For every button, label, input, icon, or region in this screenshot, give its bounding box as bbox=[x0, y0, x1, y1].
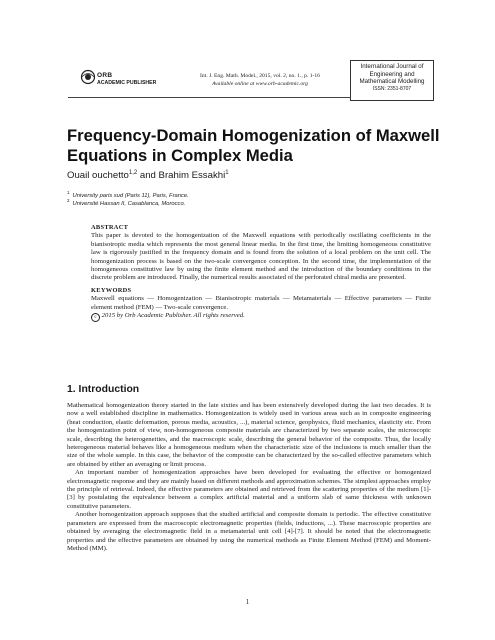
abstract-heading: ABSTRACT bbox=[91, 224, 129, 231]
header-divider bbox=[68, 97, 350, 98]
paper-title: Frequency-Domain Homogenization of Maxwell Equations in Complex Media bbox=[67, 126, 440, 165]
affiliation-text: University paris sud (Paris 11), Paris, France. bbox=[72, 192, 189, 199]
copyright-notice bbox=[91, 312, 431, 322]
journal-line-2: Engineering and bbox=[369, 70, 415, 78]
author-joiner: and Brahim Essakhi bbox=[137, 170, 226, 182]
author-2-affil: 1 bbox=[225, 170, 229, 176]
affiliation-number: 1 bbox=[67, 190, 70, 195]
author-list bbox=[67, 170, 229, 181]
paragraph: Mathematical homogenization theory started in the late sixties and has been extensively developed during the last two decades. It is now a well established discipline in mathematics. Homogenization is widely used in various areas such as in composite engineering (heat conduction, elastic deformation, porous media, acoustics, ...), material science, geophysics, fluid mechanics, elasticity etc. From the homogenization point of view, non-homogeneous composite materials are characterized by two separate scales, the microscopic scale, describing the heterogeneities, and the macroscopic scale, describing the general behavior of the composite. Thus, the locally heterogeneous material behaves like a homogeneous medium when the characteristic size of the inclusions is much smaller than the size of the whole sample. In this case, the behavior of the composite can be characterized by the so-called effective parameters which are obtained by either an averaging or limit process. bbox=[67, 402, 431, 468]
page-number: 1 bbox=[245, 598, 250, 606]
publisher-logo bbox=[80, 68, 166, 92]
author-1: Ouail ouchetto bbox=[67, 170, 129, 182]
affiliation-2 bbox=[67, 198, 185, 207]
paragraph: An important number of homogenization approaches have been developed for evaluating the effective or homogenized electromagnetic response and they are mainly based on different methods and approximation schemes. The simplest approaches employ the principle of retrieval. Indeed, the effective parameters are obtained and retrieved from the scattering properties of the medium [1]-[3] by postulating the equivalence between a complex artificial material and a uniform slab of same thickness with unknown constitutive parameters. bbox=[67, 469, 431, 510]
journal-line-1: International Journal of bbox=[360, 63, 424, 70]
citation-block bbox=[180, 72, 340, 88]
orb-logo-icon bbox=[80, 68, 96, 86]
keywords-heading: KEYWORDS bbox=[91, 286, 132, 294]
keywords-text: Maxwell equations — Homogenization — Bianisotropic materials — Metamaterials — Effective parameters — Finite element method (FEM) — Two-scale convergence. bbox=[91, 295, 431, 311]
affiliation-text: Université Hassan II, Casablanca, Morocco. bbox=[72, 200, 186, 207]
abstract-block bbox=[91, 224, 431, 322]
issn: ISSN: 2351-8707 bbox=[372, 85, 412, 92]
paragraph: Another homogenization approach supposes that the studied artificial and composite domain is periodic. The effective constitutive parameters are expressed from the macroscopic electromagnetic properties (fields, inductions, ...). These macroscopic properties are obtained by averaging the electromagnetic field in a metamaterial unit cell [4]-[7]. It should be noted that the electromagnetic properties and the effective parameters are obtained by using the numerical methods as Finite Element Method (FEM) and Moment-Method (MM). bbox=[67, 511, 431, 552]
logo-name: ORB bbox=[97, 72, 113, 79]
section-heading: 1. Introduction bbox=[67, 384, 140, 395]
journal-box bbox=[350, 60, 434, 101]
section-body bbox=[67, 402, 431, 553]
copyright-text: 2015 by Orb Academic Publisher. All rights reserved. bbox=[101, 312, 245, 320]
availability: Available online at www.orb-academic.org bbox=[212, 81, 308, 87]
copyright-icon: c bbox=[91, 313, 100, 322]
citation: Int. J. Eng. Math. Model., 2015, vol. 2, no. 1., p. 1-16 bbox=[200, 73, 320, 79]
abstract-text: This paper is devoted to the homogenization of the Maxwell equations with periodically oscillating coefficients in the bianisotropic media which represents the most general linear media. In the first time, the limiting homogeneous constitutive law is rigorously justified in the frequency domain and is found from the solution of a local problem on the unit cell. The homogenization process is based on the two-scale convergence conception. In the second time, the implementation of the homogeneous constitutive law by using the finite element method and the introduction of the boundary conditions in the discrete problem are introduced. Finally, the numerical results associated of the perforated chiral media are presented. bbox=[91, 232, 431, 282]
affiliation-number: 2 bbox=[67, 198, 70, 203]
journal-line-3: Mathematical Modelling bbox=[359, 78, 425, 86]
author-1-affil: 1,2 bbox=[128, 170, 138, 176]
logo-subtitle: ACADEMIC PUBLISHER bbox=[97, 80, 157, 86]
